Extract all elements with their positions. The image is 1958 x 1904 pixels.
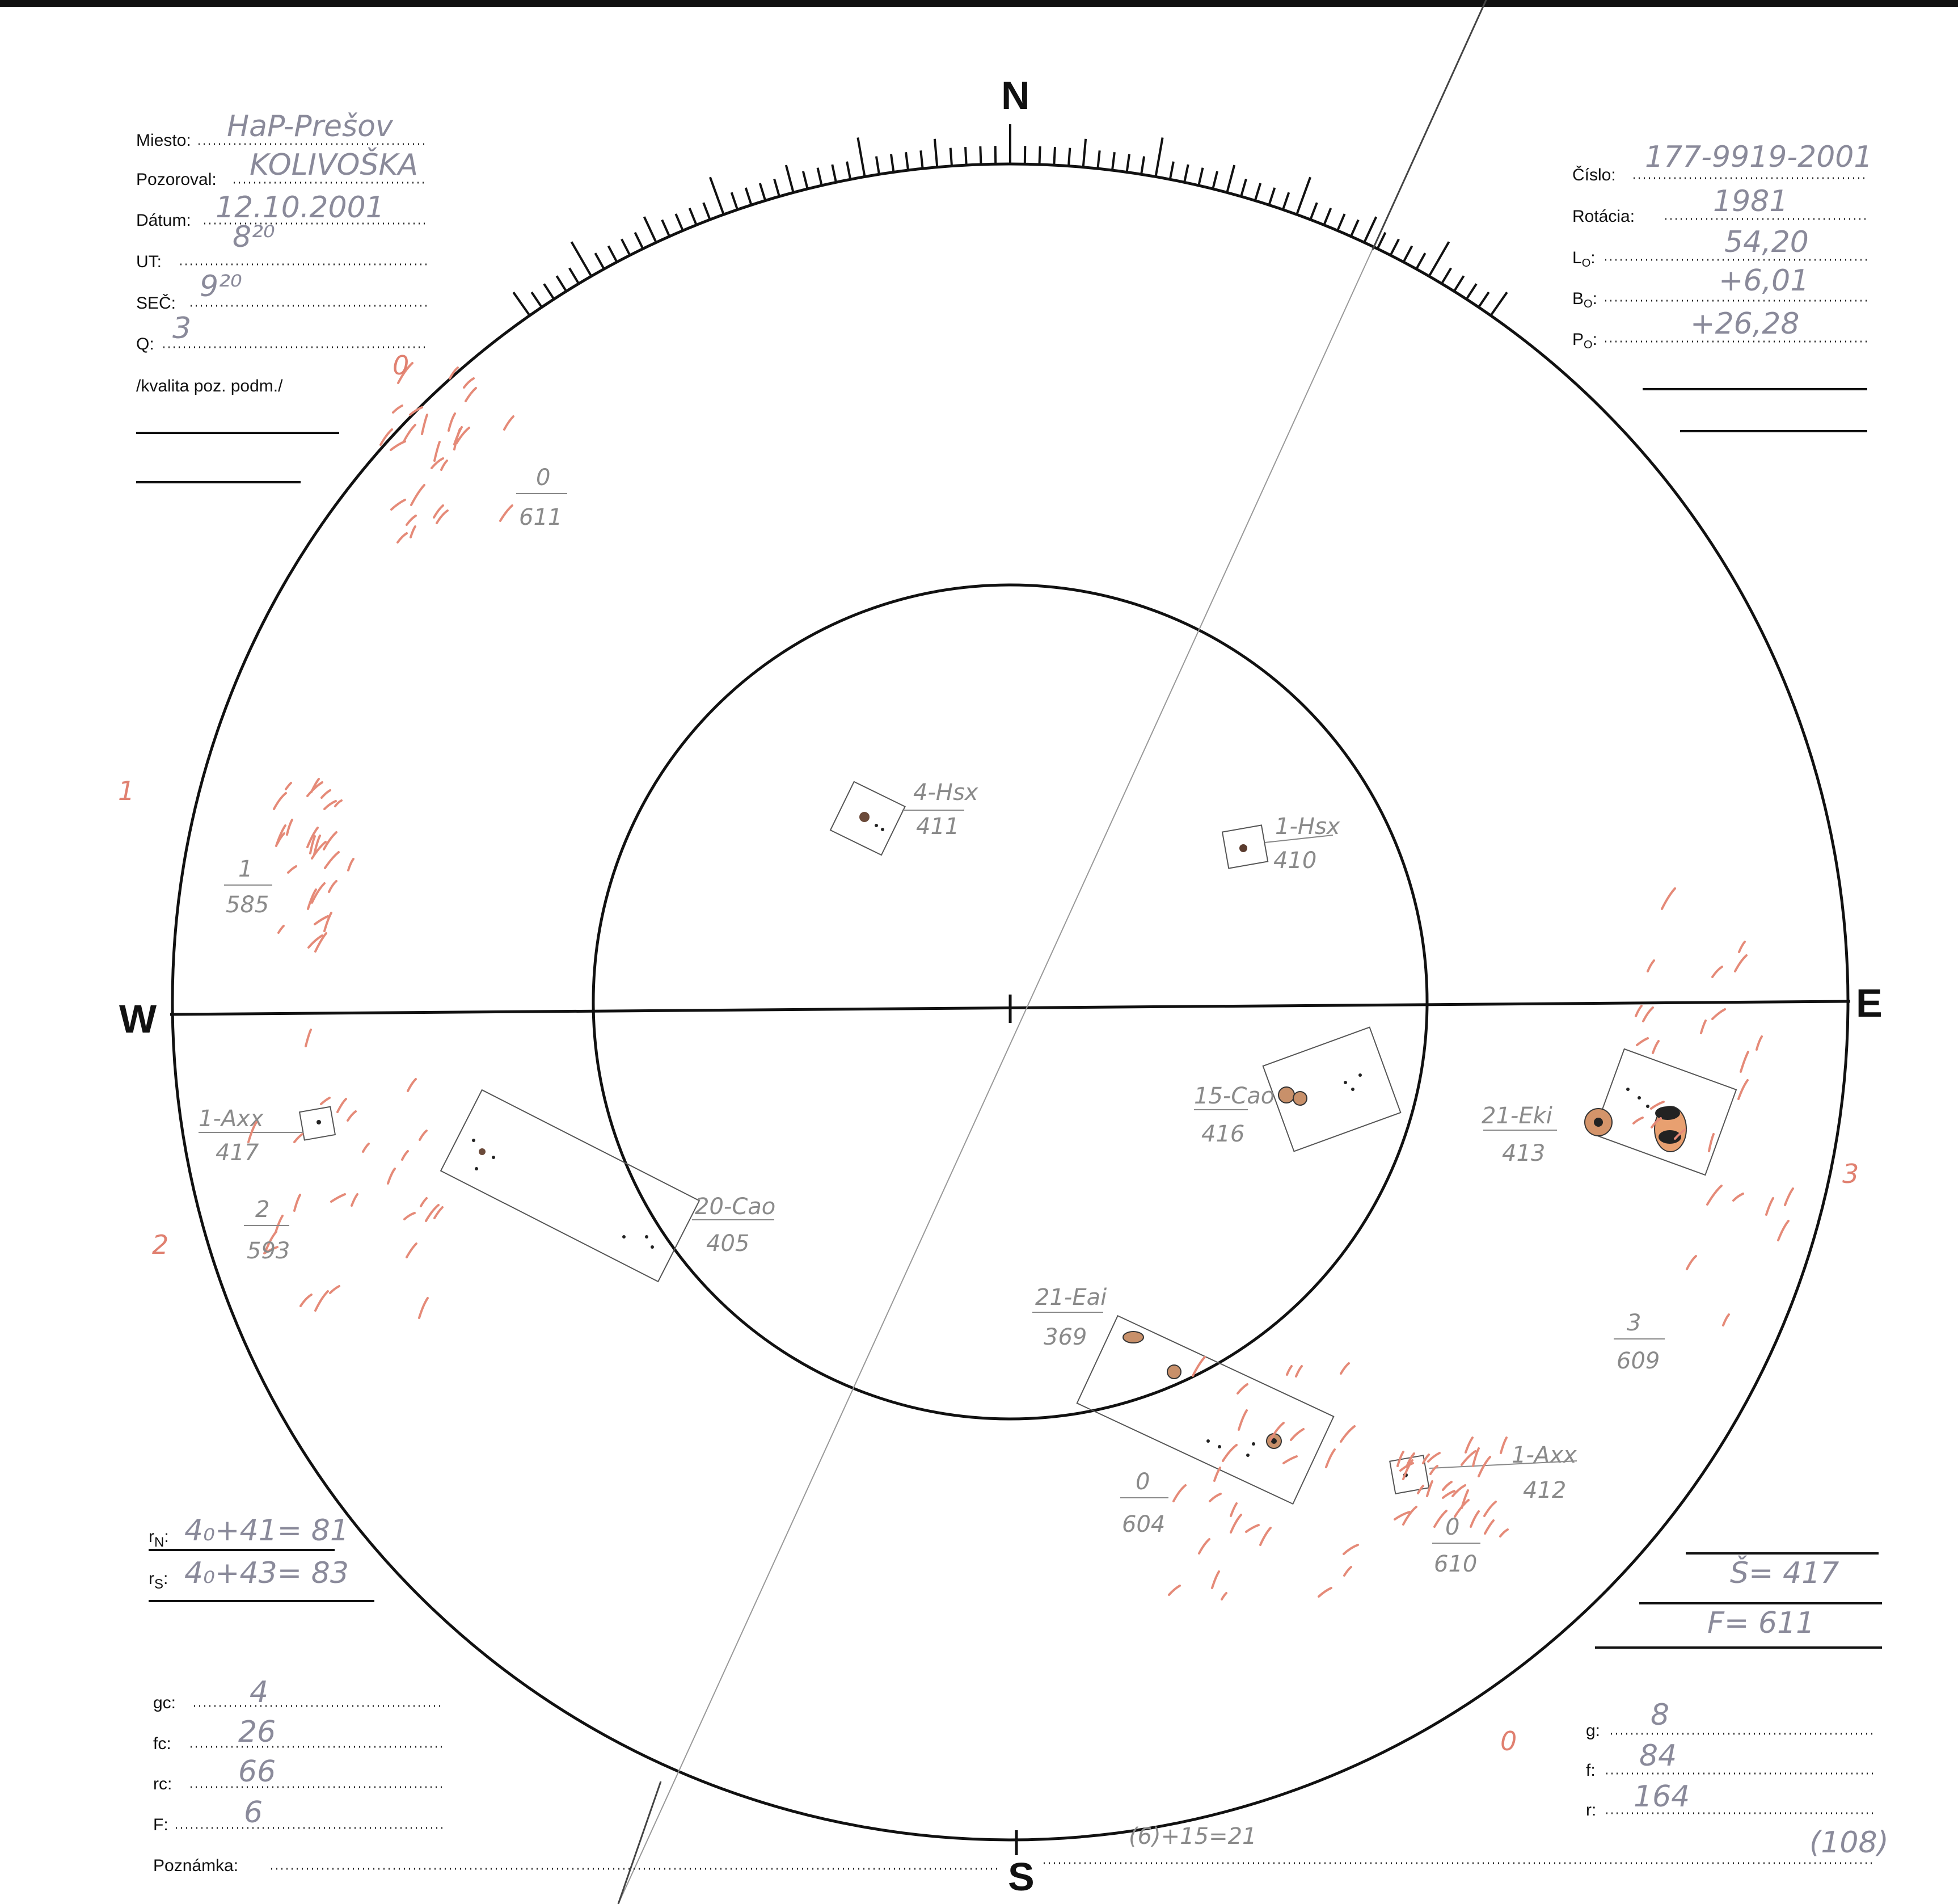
- scale-tick: [906, 152, 908, 170]
- facula-field-top: 1: [238, 856, 253, 882]
- scale-tick: [1403, 246, 1412, 262]
- facula-stroke: [421, 1198, 427, 1206]
- scale-tick: [1442, 268, 1451, 284]
- facula-stroke: [348, 859, 353, 870]
- facula-stroke: [1231, 1503, 1237, 1516]
- facula-stroke: [1501, 1438, 1507, 1453]
- facula-stroke: [1212, 1572, 1219, 1588]
- scale-tick: [513, 292, 530, 315]
- scale-tick: [786, 165, 794, 192]
- facula-stroke: [1434, 1511, 1446, 1527]
- facula-stroke: [287, 820, 292, 835]
- scale-tick: [1351, 220, 1358, 237]
- scale-tick: [951, 148, 952, 166]
- footer-left: [149, 1514, 1872, 1875]
- rc-label: rc:: [153, 1775, 172, 1793]
- scale-tick: [1054, 147, 1055, 165]
- facula-field-bottom: 611: [519, 504, 563, 530]
- group-class: 21-Eai: [1035, 1284, 1107, 1311]
- group-class: 1-Hsx: [1275, 814, 1340, 840]
- facula-stroke: [1648, 961, 1654, 971]
- scale-tick: [1466, 284, 1476, 299]
- sunspot-group: [830, 780, 978, 855]
- scale-tick: [644, 217, 656, 242]
- ut-value: 8²⁰: [233, 220, 275, 254]
- scale-tick: [1491, 292, 1507, 315]
- facula-stroke: [1466, 1438, 1472, 1452]
- po-label: $P_O$:: [1572, 330, 1597, 351]
- group-number: 369: [1044, 1324, 1087, 1350]
- scale-tick: [803, 171, 808, 189]
- scale-tick: [609, 246, 617, 262]
- facula-stroke: [324, 832, 336, 849]
- facula-stroke: [1757, 1037, 1762, 1050]
- compass-s: S: [1008, 1855, 1035, 1899]
- q-value: 3: [172, 311, 192, 346]
- header-left: [136, 109, 427, 482]
- facula-stroke: [329, 881, 336, 892]
- scale-tick: [965, 147, 967, 165]
- facula-stroke: [331, 1194, 345, 1202]
- sunspot-group: [1222, 814, 1340, 874]
- facula-stroke: [500, 506, 512, 521]
- facula-stroke: [1687, 1256, 1696, 1269]
- facula-stroke: [294, 1134, 302, 1142]
- facula-stroke: [278, 926, 284, 933]
- facula-stroke: [419, 1298, 428, 1318]
- facula-stroke: [348, 1111, 356, 1121]
- scale-tick: [1083, 139, 1086, 167]
- facula-stroke: [1174, 1485, 1185, 1501]
- facula-stroke: [420, 1131, 427, 1140]
- scale-tick: [1364, 217, 1376, 242]
- facula-marker: 1: [118, 776, 135, 806]
- scale-tick: [635, 233, 643, 249]
- facula-field: [1614, 1310, 1665, 1374]
- sunspot-group: [1032, 1284, 1334, 1504]
- sunspot-group: [441, 1090, 775, 1282]
- header-right: [1572, 140, 1872, 431]
- sunspot-group: [199, 1106, 335, 1166]
- facula-stroke: [404, 1213, 415, 1219]
- rotation-axis-line: [618, 0, 1486, 1904]
- F-label: F:: [153, 1815, 168, 1834]
- footer-right: [1586, 1553, 1889, 1860]
- facula-stroke: [1766, 1198, 1773, 1215]
- facula-stroke: [391, 441, 405, 450]
- sec-value: 9²⁰: [200, 269, 242, 304]
- facula-stroke: [411, 485, 424, 505]
- gc-value: 4: [250, 1675, 269, 1709]
- bo-value: +6,01: [1719, 264, 1809, 298]
- scale-tick: [760, 183, 765, 201]
- facula-stroke: [324, 801, 336, 809]
- scale-tick: [662, 220, 669, 237]
- facula-field-top: 0: [1445, 1514, 1460, 1540]
- facula-stroke: [407, 516, 416, 525]
- scale-tick: [832, 165, 836, 182]
- group-number: 405: [706, 1231, 750, 1257]
- facula-field-bottom: 593: [247, 1238, 290, 1264]
- scale-tick: [1098, 150, 1099, 169]
- axis-lower-segment: [618, 1781, 661, 1904]
- facula-stroke: [1733, 1194, 1743, 1200]
- sec-label: SEČ:: [136, 294, 176, 313]
- scale-tick: [1227, 165, 1234, 192]
- rn-value: 4₀+41= 81: [184, 1514, 349, 1548]
- cislo-value: 177-9919-2001: [1645, 140, 1873, 174]
- group-class: 1-Axx: [1512, 1442, 1577, 1468]
- facula-stroke: [404, 425, 415, 441]
- scale-tick: [1127, 154, 1129, 172]
- facula-stroke: [1471, 1511, 1479, 1527]
- facula-field-top: 0: [1136, 1469, 1150, 1495]
- facula-stroke: [1169, 1586, 1180, 1595]
- facula-stroke: [1500, 1530, 1508, 1536]
- facula-stroke: [1785, 1189, 1793, 1205]
- facula-stroke: [325, 852, 339, 868]
- facula-stroke: [1214, 1468, 1220, 1481]
- scale-tick: [1069, 148, 1070, 166]
- facula-stroke: [330, 1286, 339, 1293]
- group-number: 416: [1201, 1121, 1245, 1147]
- scale-tick: [572, 242, 592, 276]
- facula-strokes: [248, 363, 1793, 1599]
- facula-field-bottom: 604: [1122, 1511, 1166, 1537]
- facula-stroke: [274, 793, 286, 809]
- facula-stroke: [1287, 1366, 1292, 1375]
- facula-stroke: [286, 783, 291, 789]
- facula-stroke: [321, 1098, 330, 1104]
- facula-stroke: [1643, 1008, 1653, 1021]
- scan-border: [0, 0, 1958, 7]
- facula-stroke: [315, 1291, 328, 1311]
- scale-tick: [556, 276, 566, 291]
- facula-field: [1120, 1469, 1168, 1537]
- sum-s-value: Š= 417: [1730, 1556, 1839, 1590]
- scale-tick: [622, 239, 630, 256]
- lo-label: $L_O$:: [1572, 248, 1596, 269]
- facula-stroke: [464, 378, 474, 387]
- group-class: 21-Eki: [1482, 1103, 1552, 1129]
- pozoroval-label: Pozoroval:: [136, 170, 217, 189]
- facula-stroke: [408, 1079, 416, 1091]
- facula-field-bottom: 609: [1617, 1348, 1660, 1374]
- facula-stroke: [1707, 1186, 1721, 1204]
- compass-n: N: [1001, 73, 1030, 117]
- facula-stroke: [1222, 1593, 1226, 1599]
- datum-label: Dátum:: [136, 211, 191, 230]
- facula-stroke: [1238, 1384, 1247, 1393]
- group-number: 413: [1502, 1140, 1546, 1166]
- facula-stroke: [1210, 1494, 1221, 1501]
- axis-upper-segment: [1373, 0, 1486, 250]
- scale-tick: [1391, 239, 1399, 256]
- scale-tick: [1213, 171, 1217, 189]
- facula-stroke: [1479, 1457, 1490, 1476]
- ut-label: UT:: [136, 252, 162, 271]
- facula-stroke: [1231, 1515, 1241, 1532]
- facula-field-top: 2: [255, 1197, 270, 1223]
- group-class: 4-Hsx: [913, 780, 978, 806]
- facula-stroke: [352, 1194, 357, 1206]
- miesto-label: Miesto:: [136, 131, 191, 150]
- group-class: 15-Cao: [1194, 1083, 1275, 1109]
- facula-stroke: [1723, 1315, 1729, 1325]
- facula-stroke: [1344, 1545, 1358, 1554]
- facula-stroke: [294, 1195, 300, 1211]
- scale-tick: [921, 150, 922, 169]
- group-number: 412: [1523, 1477, 1567, 1503]
- scale-tick: [531, 292, 542, 307]
- scale-tick: [1112, 152, 1115, 170]
- facula-stroke: [449, 414, 455, 431]
- scale-tick: [690, 208, 697, 225]
- cislo-label: Číslo:: [1572, 166, 1616, 184]
- group-class: 1-Axx: [199, 1106, 264, 1132]
- scale-tick: [1310, 203, 1317, 220]
- scale-tick: [847, 162, 850, 179]
- facula-stroke: [306, 1030, 311, 1046]
- scale-tick: [1416, 253, 1425, 269]
- scale-tick: [818, 168, 822, 186]
- compass-w: W: [119, 997, 157, 1041]
- facula-stroke: [1296, 1366, 1302, 1376]
- scale-tick: [876, 157, 879, 175]
- facula-marker: 0: [393, 350, 410, 381]
- facula-stroke: [1246, 1525, 1259, 1532]
- f-value: 84: [1639, 1739, 1677, 1773]
- facula-stroke: [1428, 1453, 1440, 1461]
- facula-stroke: [301, 1295, 311, 1306]
- scale-tick: [1141, 157, 1144, 175]
- F-value: 6: [244, 1796, 263, 1830]
- facula-stroke: [363, 1144, 369, 1152]
- facula-stroke: [1403, 1507, 1416, 1524]
- scale-tick: [858, 138, 864, 177]
- facula-stroke: [1341, 1363, 1349, 1374]
- facula-stroke: [1260, 1528, 1271, 1545]
- scale-tick: [1184, 165, 1188, 182]
- facula-stroke: [1484, 1502, 1496, 1516]
- rs-value: 4₀+43= 83: [184, 1556, 349, 1590]
- facula-stroke: [1701, 1021, 1706, 1033]
- bo-label: $B_O$:: [1572, 289, 1597, 310]
- facula-stroke: [1662, 888, 1675, 909]
- scale-tick: [1479, 292, 1489, 307]
- scale-tick: [676, 214, 683, 230]
- scale-tick: [746, 188, 752, 205]
- group-number: 411: [916, 814, 960, 840]
- scale-tick: [1324, 208, 1331, 225]
- facula-stroke: [432, 458, 443, 468]
- facula-stroke: [1735, 955, 1746, 971]
- lo-value: 54,20: [1724, 225, 1809, 259]
- scale-tick: [703, 203, 710, 220]
- facula-stroke: [1712, 1009, 1725, 1019]
- facula-stroke: [398, 533, 407, 542]
- facula-stroke: [1637, 1038, 1648, 1045]
- gc-label: gc:: [153, 1694, 176, 1712]
- facula-stroke: [402, 1151, 408, 1160]
- facula-stroke: [388, 1169, 395, 1183]
- facula-stroke: [1653, 1041, 1659, 1053]
- facula-field-bottom: 585: [226, 892, 269, 918]
- facula-field-top: 3: [1627, 1310, 1641, 1336]
- facula-stroke: [1291, 1429, 1303, 1440]
- group-number: 410: [1273, 848, 1317, 874]
- facula-stroke: [1326, 1450, 1335, 1467]
- facula-stroke: [276, 825, 285, 846]
- rotacia-label: Rotácia:: [1572, 207, 1635, 226]
- facula-stroke: [1284, 1456, 1297, 1463]
- sunspot-group: [1194, 1027, 1400, 1152]
- note-value: (108): [1809, 1826, 1889, 1860]
- facula-stroke: [411, 526, 415, 537]
- facula-stroke: [1738, 1080, 1748, 1099]
- facula-stroke: [1778, 1221, 1788, 1240]
- facula-stroke: [1239, 1410, 1247, 1430]
- facula-stroke: [422, 415, 427, 434]
- scale-tick: [1241, 179, 1246, 197]
- scale-tick: [1025, 146, 1026, 164]
- scale-tick: [1297, 177, 1310, 214]
- scale-tick: [732, 192, 737, 209]
- facula-stroke: [276, 1216, 282, 1232]
- scale-tick: [595, 253, 604, 269]
- facula-stroke: [407, 1244, 416, 1257]
- g-value: 8: [1651, 1698, 1670, 1732]
- scale-tick: [891, 154, 893, 172]
- q-label: Q:: [136, 335, 154, 353]
- scale-tick: [1454, 276, 1464, 291]
- facula-stroke: [391, 500, 405, 509]
- f-label: f:: [1586, 1761, 1596, 1780]
- scale-tick: [1269, 188, 1275, 205]
- miesto-value: HaP-Prešov: [227, 109, 393, 144]
- facula-field: [244, 1197, 290, 1264]
- facula-stroke: [1443, 1482, 1451, 1490]
- group-class: 20-Cao: [695, 1194, 776, 1220]
- scale-tick: [1429, 242, 1449, 276]
- sunspot-group: [1482, 1049, 1736, 1175]
- scale-tick: [1337, 214, 1345, 230]
- scale-tick: [995, 146, 996, 164]
- facula-stroke: [466, 388, 476, 401]
- facula-stroke: [1341, 1426, 1354, 1442]
- facula-stroke: [1636, 1006, 1641, 1016]
- rotacia-value: 1981: [1713, 184, 1788, 218]
- scale-tick: [1283, 192, 1289, 209]
- datum-value: 12.10.2001: [216, 191, 385, 225]
- fc-label: fc:: [153, 1734, 171, 1753]
- facula-stroke: [434, 442, 440, 461]
- scale-tick: [1255, 183, 1260, 201]
- rs-label: $r_S$:: [149, 1569, 168, 1592]
- facula-stroke: [1485, 1520, 1493, 1534]
- kvalita-label: /kvalita poz. podm./: [136, 377, 283, 395]
- degree-scale: [513, 124, 1507, 315]
- facula-stroke: [504, 416, 513, 429]
- pozoroval-value: KOLIVOŠKA: [250, 148, 419, 182]
- facula-field-top: 0: [536, 465, 551, 491]
- facula-stroke: [393, 406, 402, 412]
- facula-stroke: [1223, 1445, 1237, 1461]
- scale-tick: [1199, 168, 1202, 186]
- facula-stroke: [410, 407, 422, 415]
- facula-marker: 0: [1500, 1726, 1517, 1756]
- facula-stroke: [1741, 1052, 1748, 1072]
- scale-tick: [935, 139, 937, 167]
- r-value: 164: [1634, 1780, 1690, 1814]
- scale-tick: [1170, 162, 1174, 179]
- group-number: 417: [216, 1140, 259, 1166]
- facula-stroke: [1430, 1466, 1437, 1474]
- facula-field: [516, 465, 567, 530]
- facula-stroke: [1712, 967, 1722, 977]
- facula-field: [224, 856, 272, 918]
- facula-marker: 3: [1842, 1159, 1859, 1189]
- facula-marker: 2: [152, 1229, 169, 1260]
- scale-tick: [710, 177, 724, 214]
- rc-value: 66: [238, 1755, 276, 1789]
- rn-label: $r_N$:: [149, 1527, 169, 1550]
- facula-stroke: [1739, 942, 1745, 952]
- facula-field-bottom: 610: [1434, 1551, 1478, 1577]
- r-label: r:: [1586, 1801, 1597, 1819]
- scale-tick: [980, 146, 981, 165]
- scale-tick: [774, 179, 779, 197]
- sum-F-value: F= 611: [1707, 1606, 1815, 1640]
- scale-tick: [544, 284, 554, 299]
- scale-tick: [569, 268, 579, 284]
- facula-stroke: [337, 1099, 346, 1112]
- poznamka-value: (6)+15=21: [1129, 1823, 1257, 1850]
- facula-stroke: [1319, 1588, 1331, 1597]
- po-value: +26,28: [1690, 307, 1800, 341]
- scale-tick: [1156, 138, 1163, 177]
- fc-value: 26: [238, 1715, 276, 1749]
- g-label: g:: [1586, 1721, 1601, 1740]
- facula-stroke: [1344, 1567, 1351, 1576]
- facula-stroke: [322, 790, 330, 798]
- facula-stroke: [1709, 1134, 1714, 1151]
- facula-stroke: [288, 866, 296, 873]
- facula-stroke: [441, 461, 447, 470]
- facula-stroke: [1634, 1118, 1643, 1123]
- facula-stroke: [1199, 1539, 1209, 1553]
- compass-e: E: [1856, 981, 1883, 1025]
- poznamka-label: Poznámka:: [153, 1856, 239, 1875]
